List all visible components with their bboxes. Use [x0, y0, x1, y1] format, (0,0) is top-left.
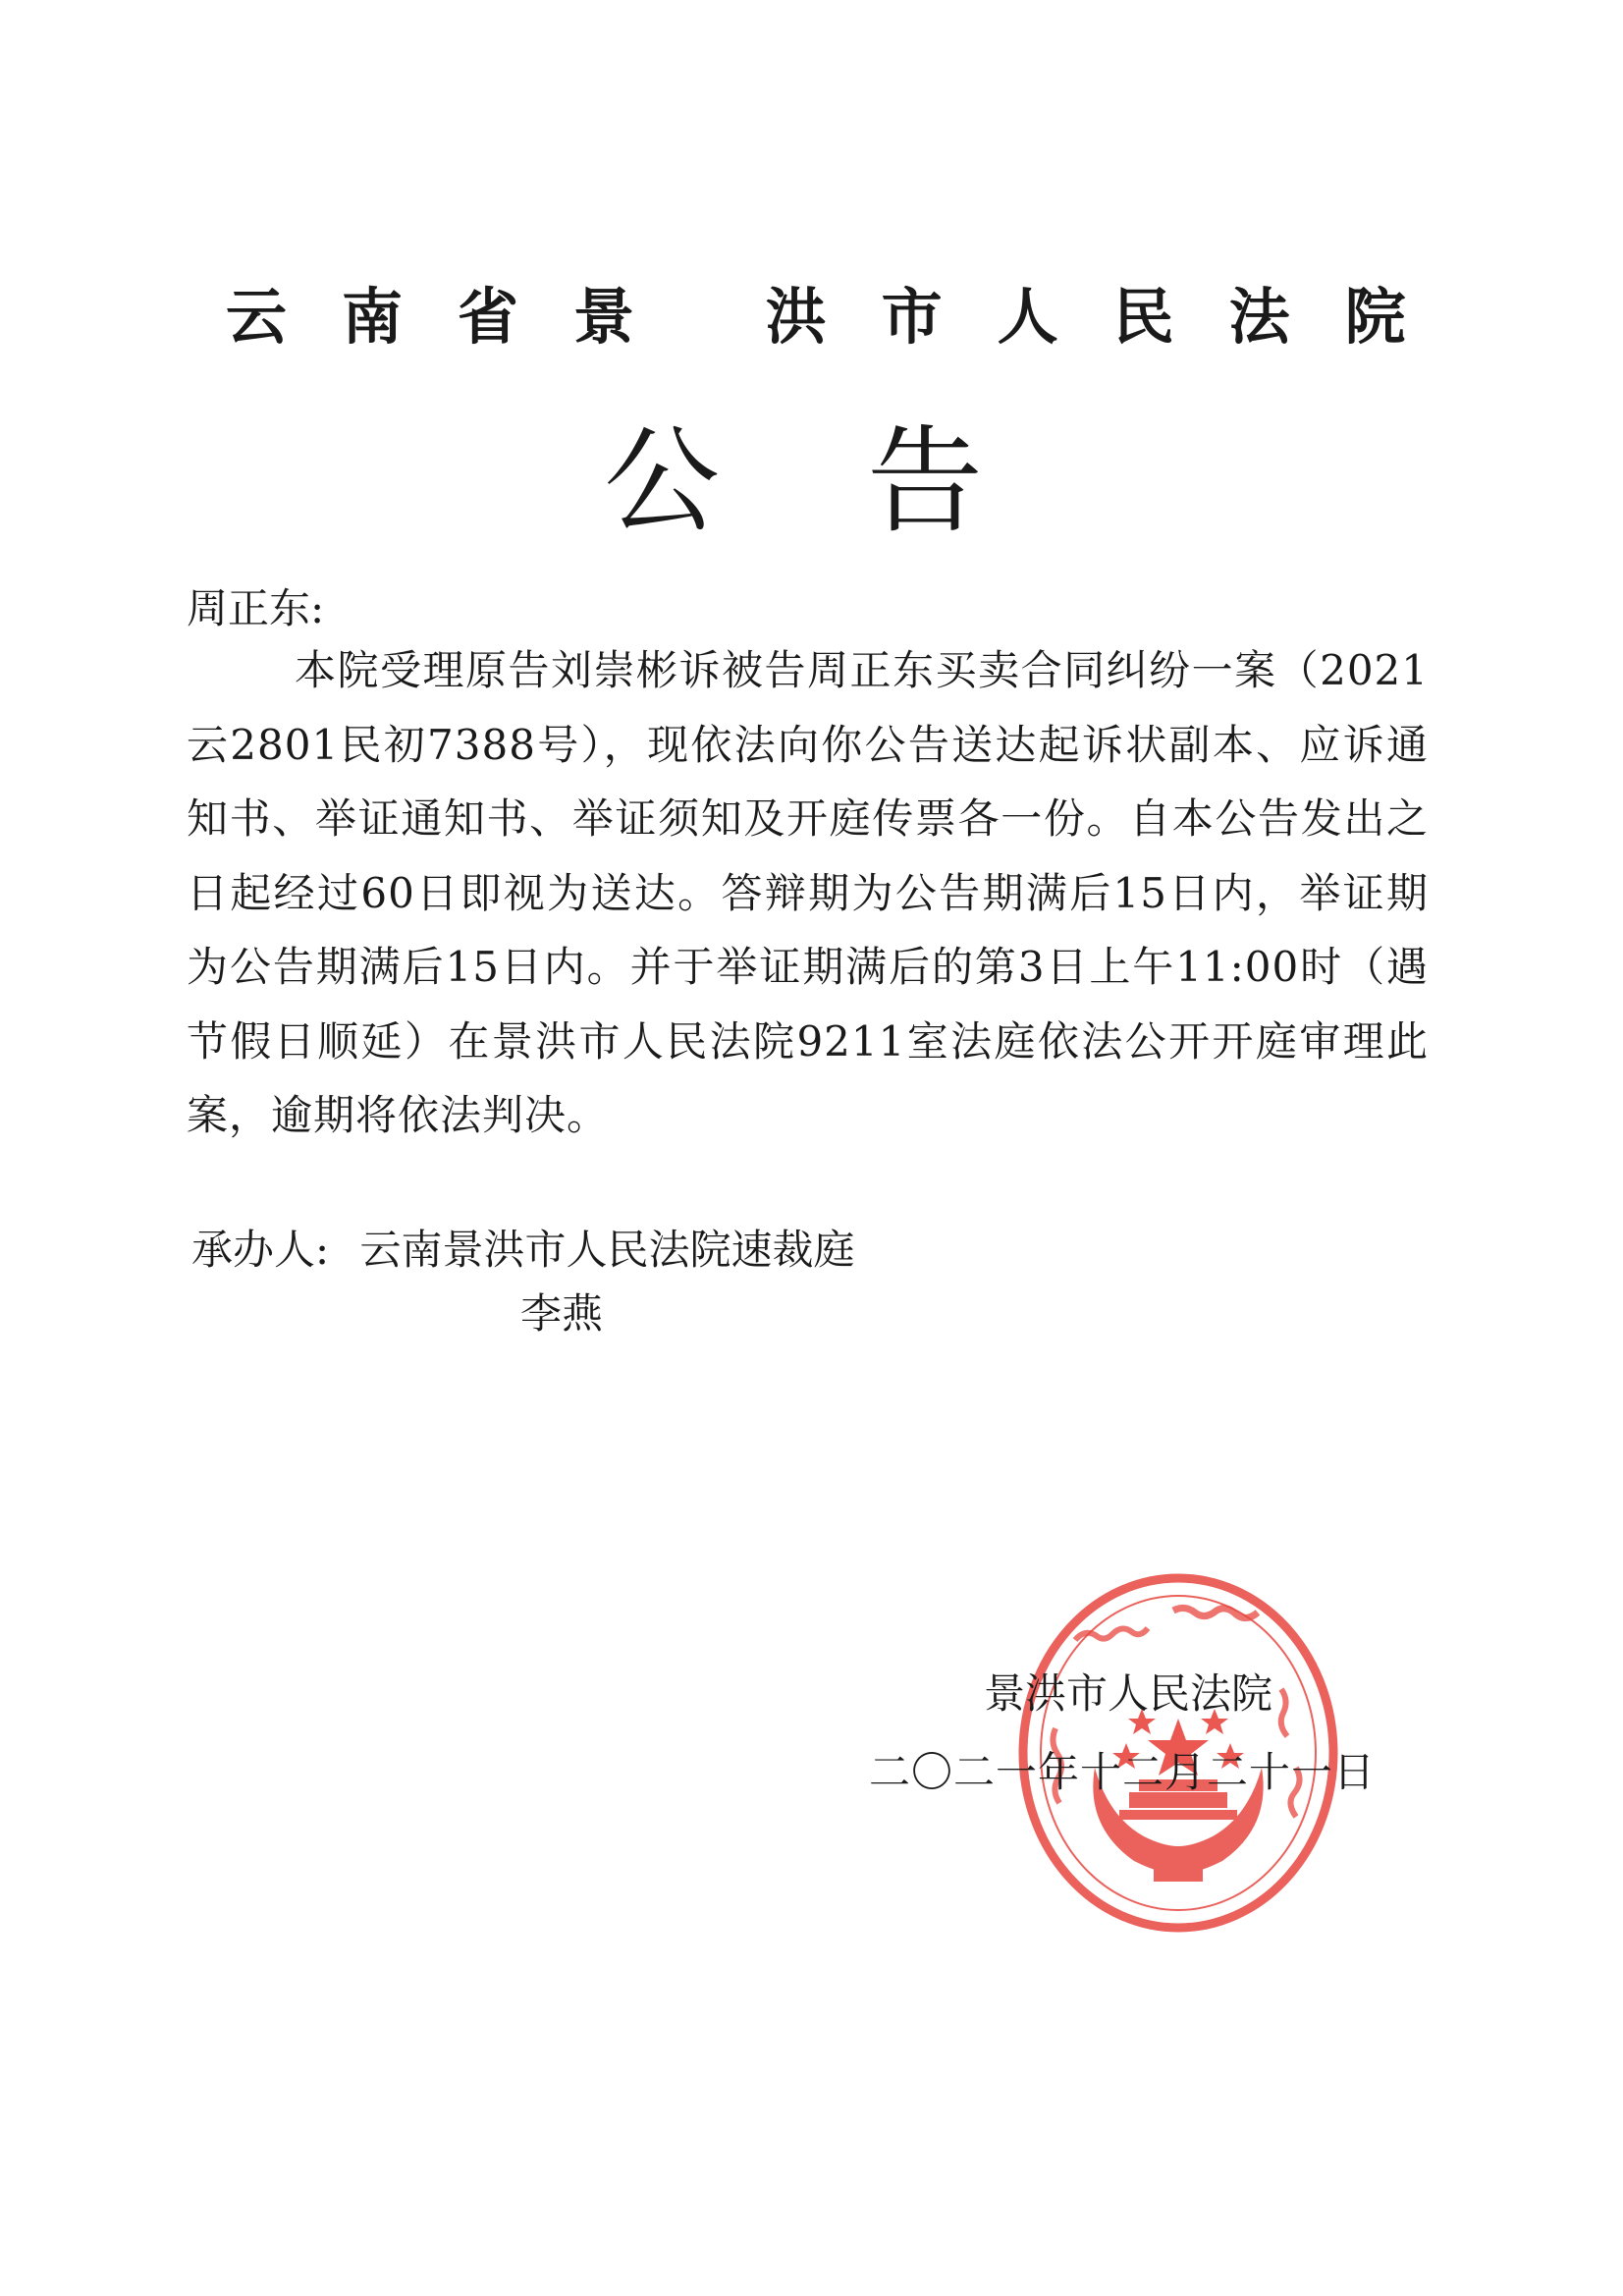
issue-date: 二〇二一年十二月二十一日	[869, 1748, 1377, 1796]
addressee: 周正东:	[187, 584, 325, 632]
handler-name: 李燕	[520, 1289, 604, 1338]
court-name-heading: 云南省景 洪市人民法院	[226, 281, 1461, 353]
document-title: 公告	[604, 413, 1131, 549]
issuing-court: 景洪市人民法院	[984, 1669, 1273, 1718]
handler-label: 承办人:	[191, 1226, 330, 1274]
notice-body: 本院受理原告刘崇彬诉被告周正东买卖合同纠纷一案（2021云2801民初7388号），现依法向你公告送达起诉状副本、应诉通知书、举证通知书、举证须知及开庭传票各一份。自本公告发出之日起经过60日即视为送达。答辩期为公告期满后15日内，举证期为公告期满后15日内。并于举证期满后的第3日上午11:00时（遇节假日顺延）在景洪市人民法院9211室法庭依法公开开庭审理此案，逾期将依法判决。	[187, 646, 1429, 1139]
handler-line	[191, 1221, 855, 1280]
handler-department: 云南景洪市人民法院速裁庭	[359, 1226, 855, 1274]
